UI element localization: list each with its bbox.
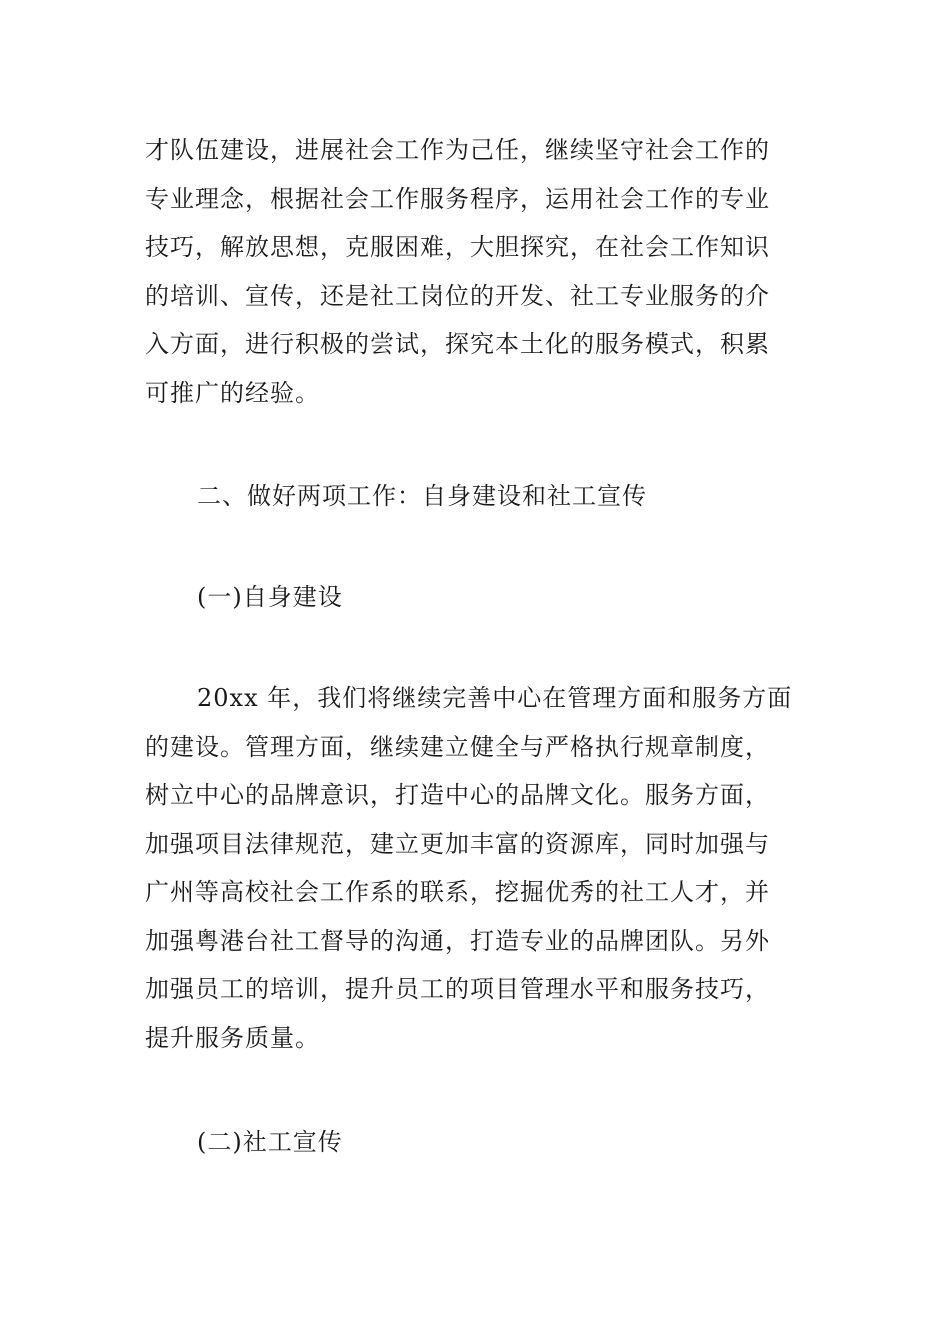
text-line: 入方面，进行积极的尝试，探究本土化的服务模式，积累 (145, 330, 770, 358)
text-line: 20xx 年，我们将继续完善中心在管理方面和服务方面 (197, 684, 793, 712)
section-heading (145, 472, 810, 521)
text-line: 广州等高校社会工作系的联系，挖掘优秀的社工人才，并 (145, 878, 770, 906)
text-line: 可推广的经验。 (145, 378, 320, 407)
paragraph-continuation (145, 126, 810, 417)
text-line: 技巧，解放思想，克服困难，大胆探究，在社会工作知识 (145, 233, 770, 261)
text-line: 加强粤港台社工督导的沟通，打造专业的品牌团队。另外 (145, 926, 770, 955)
subsection-heading-publicity (145, 1118, 810, 1167)
text-line: 的培训、宣传，还是社工岗位的开发、社工专业服务的介 (145, 281, 770, 310)
subsection-heading-text: (二)社工宣传 (197, 1128, 343, 1156)
text-line: 加强员工的培训，提升员工的项目管理水平和服务技巧， (145, 975, 770, 1003)
text-line: 专业理念，根据社会工作服务程序，运用社会工作的专业 (145, 184, 770, 213)
text-line: 提升服务质量。 (145, 1023, 320, 1052)
text-line: 树立中心的品牌意识，打造中心的品牌文化。服务方面， (145, 781, 770, 809)
text-line: 才队伍建设，进展社会工作为己任，继续坚守社会工作的 (145, 136, 770, 164)
subsection-heading-self-building (145, 573, 810, 622)
section-heading-text: 二、做好两项工作：自身建设和社工宣传 (197, 482, 647, 510)
text-line: 的建设。管理方面，继续建立健全与严格执行规章制度， (145, 732, 770, 761)
text-line: 加强项目法律规范，建立更加丰富的资源库，同时加强与 (145, 829, 770, 858)
subsection-heading-text: (一)自身建设 (197, 583, 343, 611)
paragraph-self-building (145, 674, 810, 1062)
